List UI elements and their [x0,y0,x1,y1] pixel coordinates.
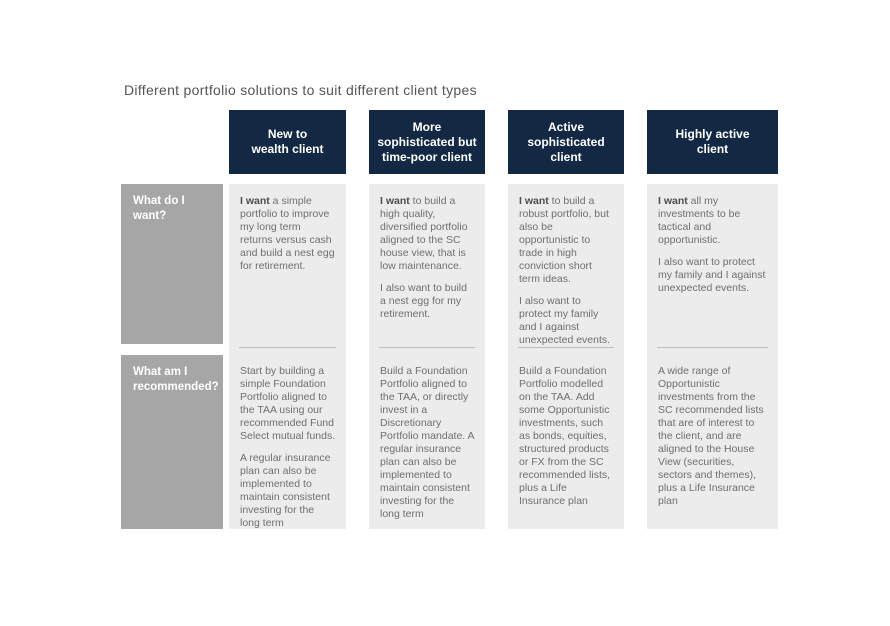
cell-recommended-more-sophisticated [369,348,485,521]
table-body [121,184,781,529]
cell-text: to build a robust portfolio, but also be opportunistic to trade in high conviction short term ideas. [519,195,609,285]
cell-paragraph: I also want to protect my family and I against unexpected events. [519,295,611,346]
row-header-label: What do I [133,195,185,207]
column-header-highly-active [647,110,778,174]
body-column-new-to-wealth [229,184,346,529]
column-header-label: More [412,119,442,134]
column-header-label: client [550,149,582,164]
row-header-what-do-i-want [121,184,223,344]
column-header-more-sophisticated [369,110,485,174]
body-column-more-sophisticated [369,184,485,529]
body-column-active-sophisticated [508,184,624,529]
column-header-label: wealth client [251,142,324,156]
column-header-row [229,110,781,174]
cell-paragraph [658,195,768,247]
cell-recommended-active-sophisticated [508,348,624,508]
column-header-label: time-poor client [381,149,472,164]
cell-paragraph: I also want to build a nest egg for my retirement. [380,282,467,320]
column-header-label: sophisticated [527,134,605,149]
row-header-what-am-i-recommended [121,355,223,529]
cell-text: all my investments to be tactical and opportunistic. [658,195,741,246]
column-header-active-sophisticated [508,110,624,174]
cell-want-highly-active [647,184,778,347]
cell-paragraph: Build a Foundation Portfolio modelled on the TAA. Add some Opportunistic investments, such as bonds, equities, structured products or FX from the SC recommended lists, plus a Life Insurance plan [519,365,611,507]
cell-lead: I want [658,195,688,207]
column-header-label: Active [547,119,585,134]
cell-paragraph: A wide range of Opportunistic investments from the SC recommended lists that are of interest to the client, and are aligned to the House View (securities, sectors and themes), plus a Life Insurance plan [658,365,764,507]
cell-want-active-sophisticated [508,184,624,347]
cell-paragraph: A regular insurance plan can also be implemented to maintain consistent investing for the long term [240,452,331,529]
body-column-highly-active [647,184,778,529]
column-header-label: New to [267,127,308,141]
cell-text: to build a high quality, diversified portfolio aligned to the SC house view, that is low maintenance. [380,195,468,272]
cell-lead: I want [380,195,410,207]
cell-want-more-sophisticated [369,184,485,347]
row-header-label: What am I [133,366,188,378]
portfolio-solutions-figure [121,82,781,529]
cell-paragraph: Start by building a simple Foundation Portfolio aligned to the TAA using our recommended Fund Select mutual funds. [240,365,336,442]
cell-paragraph [240,195,336,273]
cell-recommended-highly-active [647,348,778,508]
column-header-label: Highly active [675,127,750,141]
cell-want-new-to-wealth [229,184,346,347]
page-title: Different portfolio solutions to suit different client types [124,82,477,98]
cell-recommended-new-to-wealth [229,348,346,530]
cell-paragraph [380,195,475,273]
column-header-label: sophisticated but [377,134,477,149]
column-header-label: client [696,142,729,156]
cell-paragraph: I also want to protect my family and I against unexpected events. [658,256,766,294]
cell-lead: I want [240,195,270,207]
row-header-label: recommended? [133,381,219,393]
column-header-new-to-wealth [229,110,346,174]
cell-paragraph [519,195,614,286]
row-header-column [121,184,223,529]
row-header-label: want? [133,210,167,222]
cell-text: a simple portfolio to improve my long term returns versus cash and build a nest egg for retirement. [240,195,335,272]
row-header-gap [121,344,223,355]
cell-lead: I want [519,195,549,207]
cell-paragraph: Build a Foundation Portfolio aligned to the TAA, or directly invest in a Discretionary Portfolio mandate. A regular insurance plan can also be implemented to maintain consistent investing for the long term [380,365,474,520]
